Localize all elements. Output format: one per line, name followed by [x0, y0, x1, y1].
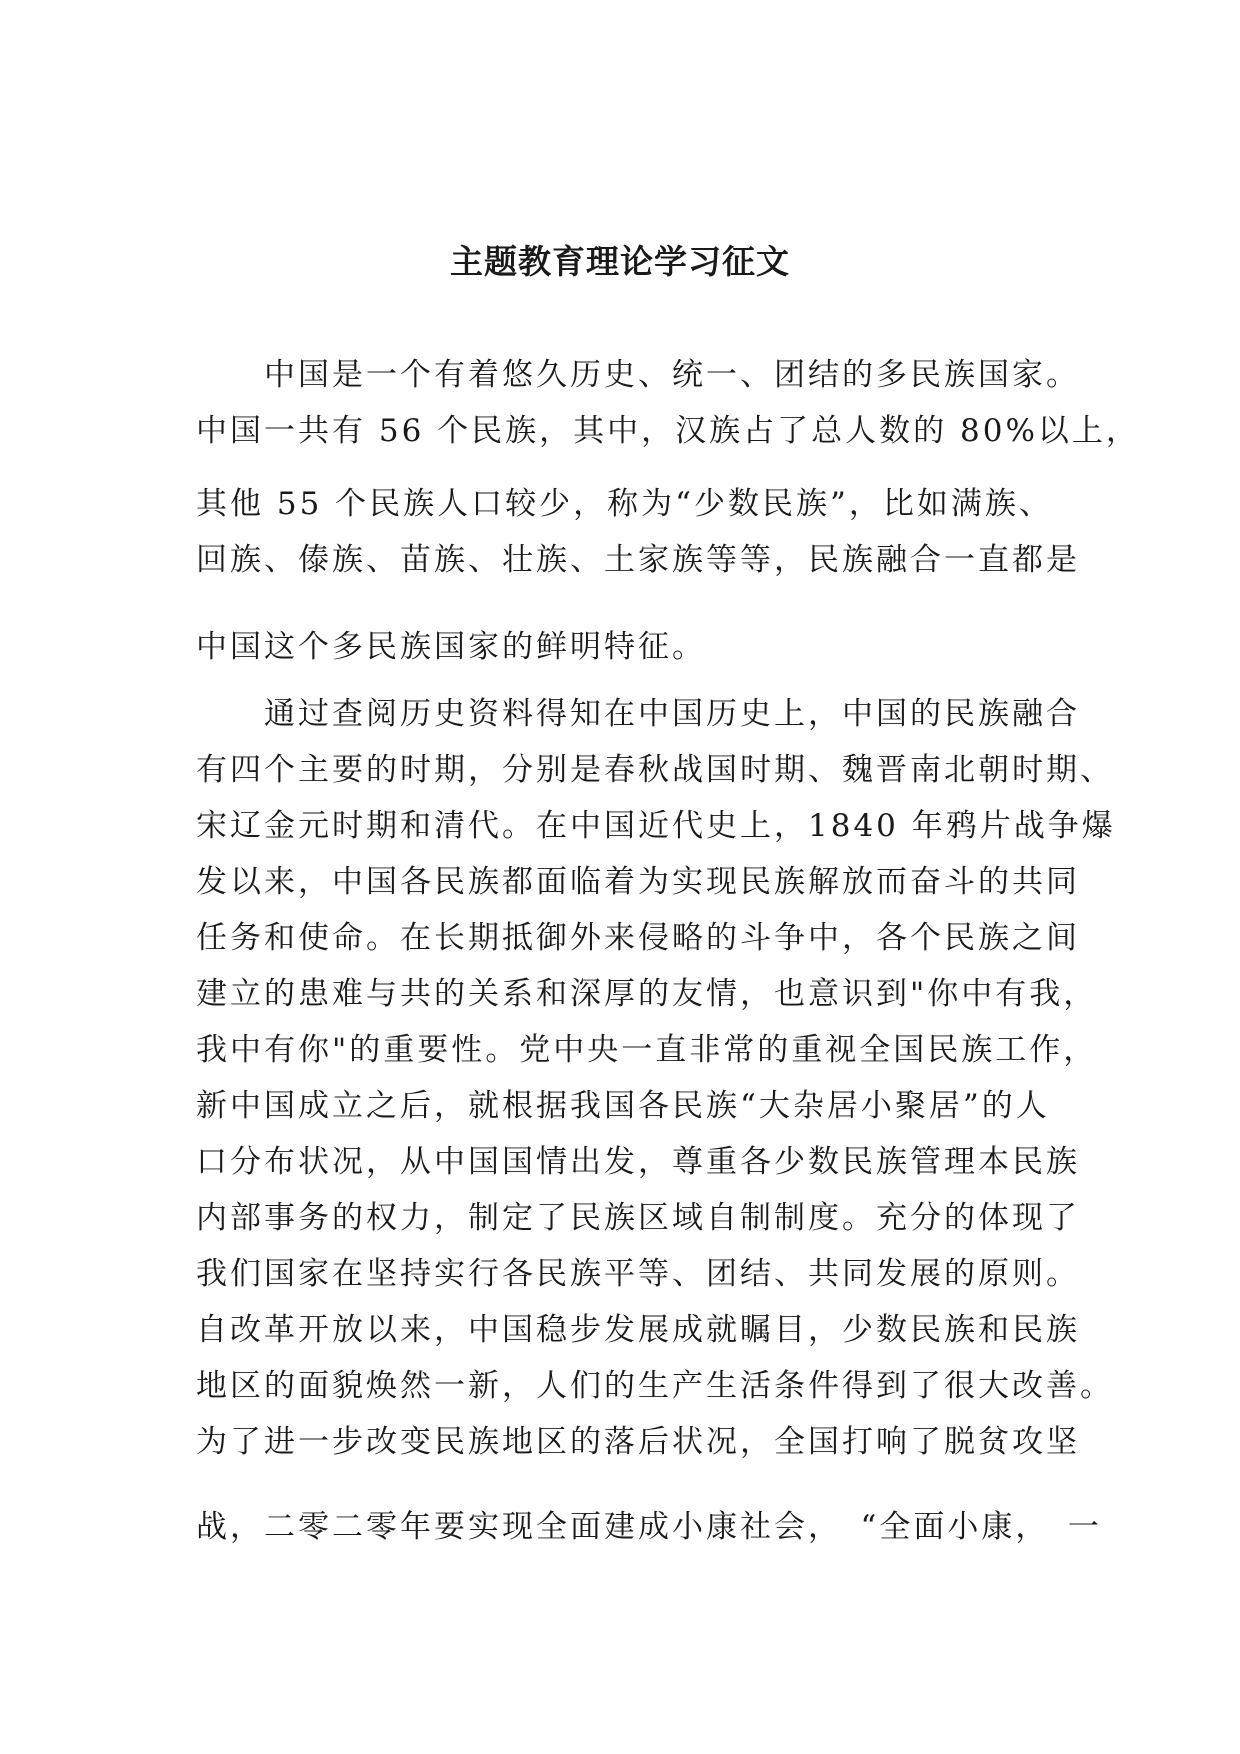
text-line: 我中有你"的重要性。党中央一直非常的重视全国民族工作， — [196, 1032, 1098, 1068]
text-line: 口分布状况，从中国国情出发，尊重各少数民族管理本民族 — [196, 1144, 1080, 1180]
document-title: 主题教育理论学习征文 — [450, 242, 790, 281]
text-line: 有四个主要的时期，分别是春秋战国时期、魏晋南北朝时期、 — [196, 752, 1114, 788]
text-line: 战，二零二零年要实现全面建成小康社会， “全面小康， 一 — [196, 1509, 1102, 1545]
text-line: 中国这个多民族国家的鲜明特征。 — [196, 629, 706, 665]
text-line: 新中国成立之后，就根据我国各民族“大杂居小聚居”的人 — [196, 1088, 1050, 1124]
text-line: 为了进一步改变民族地区的落后状况，全国打响了脱贫攻坚 — [196, 1424, 1080, 1460]
text-line: 我们国家在坚持实行各民族平等、团结、共同发展的原则。 — [196, 1256, 1080, 1292]
text-line: 回族、傣族、苗族、壮族、土家族等等，民族融合一直都是 — [196, 542, 1080, 578]
text-line: 建立的患难与共的关系和深厚的友情，也意识到"你中有我， — [196, 976, 1098, 1012]
text-line: 内部事务的权力，制定了民族区域自制制度。充分的体现了 — [196, 1200, 1080, 1236]
text-line: 地区的面貌焕然一新，人们的生产生活条件得到了很大改善。 — [196, 1368, 1114, 1404]
text-line: 中国一共有 56 个民族，其中，汉族占了总人数的 80%以上， — [196, 413, 1140, 449]
text-line: 自改革开放以来，中国稳步发展成就瞩目，少数民族和民族 — [196, 1312, 1080, 1348]
text-line: 中国是一个有着悠久历史、统一、团结的多民族国家。 — [196, 357, 1080, 393]
text-line: 通过查阅历史资料得知在中国历史上，中国的民族融合 — [196, 696, 1080, 732]
text-line: 任务和使命。在长期抵御外来侵略的斗争中，各个民族之间 — [196, 920, 1080, 956]
text-line: 发以来，中国各民族都面临着为实现民族解放而奋斗的共同 — [196, 864, 1080, 900]
text-line: 其他 55 个民族人口较少，称为“少数民族”，比如满族、 — [196, 486, 1053, 522]
text-line: 宋辽金元时期和清代。在中国近代史上，1840 年鸦片战争爆 — [196, 808, 1116, 844]
